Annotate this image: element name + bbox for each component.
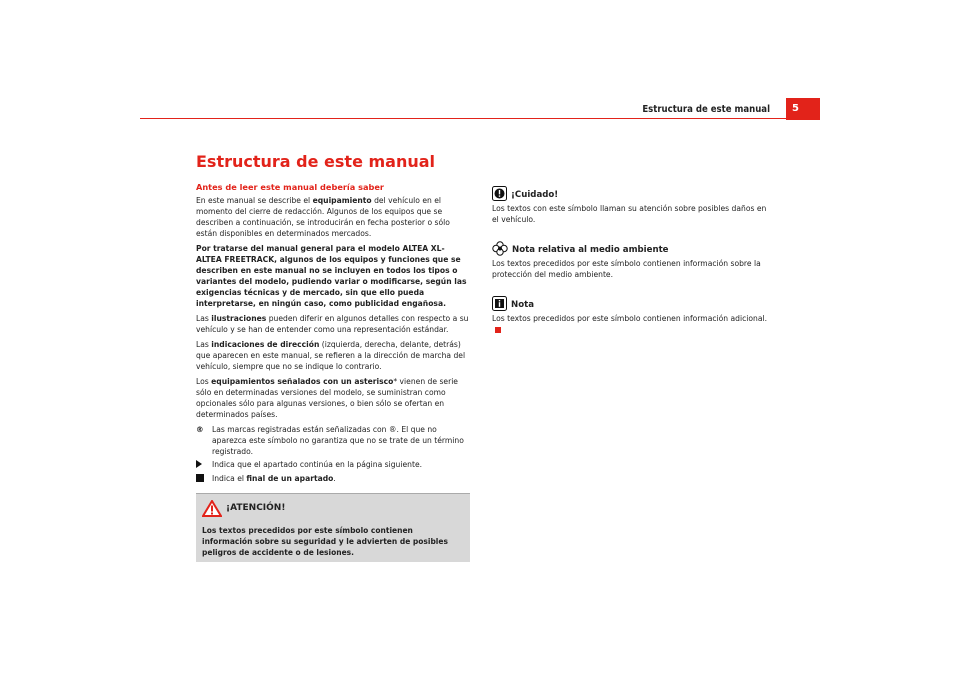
- list-item-continues: [196, 459, 470, 471]
- text: En este manual se describe el: [196, 196, 313, 205]
- list-item-end: [196, 473, 470, 485]
- environment-header: [492, 241, 772, 256]
- warning-title: ¡ATENCIÓN!: [226, 503, 286, 513]
- section-subheading: Antes de leer este manual debería saber: [196, 182, 384, 192]
- paragraph-equipment: [196, 195, 470, 239]
- text: (izquierda, derecha, delante, detrás) que aparecen en este manual, se refieren a la dirección de marcha del vehículo, siempre que no se indique lo contrario.: [196, 340, 466, 371]
- note-body: [492, 313, 772, 335]
- warning-triangle-icon: [202, 500, 222, 517]
- warning-box: [196, 493, 470, 562]
- text: .: [333, 474, 336, 483]
- environment-section: [492, 241, 772, 280]
- text: Las: [196, 340, 212, 349]
- text: Las: [196, 314, 212, 323]
- list-text: Las marcas registradas están señalizadas con ®. El que no aparezca este símbolo no garantiza que no se trate de un término registrado.: [212, 425, 464, 456]
- environment-text: Los textos precedidos por este símbolo contienen información sobre la protección del medio ambiente.: [492, 259, 761, 279]
- note-title: Nota: [511, 300, 535, 310]
- note-icon: [492, 296, 507, 311]
- page-number: 5: [786, 98, 820, 120]
- text: * vienen de serie sólo en determinadas versiones del modelo, se suministran como opcionales sólo para algunas versiones, o bien sólo se ofertan en determinados países.: [196, 377, 458, 419]
- caution-section: [492, 186, 772, 225]
- text: Indica el: [212, 474, 247, 483]
- right-column: [492, 186, 772, 351]
- note-text: Los textos precedidos por este símbolo contienen información adicional.: [492, 314, 768, 323]
- list-text: Indica que el apartado continúa en la página siguiente.: [212, 460, 423, 469]
- caution-text: Los textos con este símbolo llaman su atención sobre posibles daños en el vehículo.: [492, 204, 767, 224]
- text-bold: ilustraciones: [211, 314, 267, 323]
- text-bold: indicaciones de dirección: [211, 340, 320, 349]
- list-item-registered: [196, 424, 470, 457]
- caution-header: [492, 186, 772, 201]
- paragraph-general-manual: Por tratarse del manual general para el modelo ALTEA XL- ALTEA FREETRACK, algunos de los equipos y funciones que se describen en este manual no se incluyen en todos los tipos o variantes del modelo, pudiendo variar o modificarse, según las exigencias técnicas y de mercado, sin que ello pueda interpretarse, en ningún caso, como publicidad engañosa.: [196, 244, 467, 308]
- flower-icon: [492, 241, 508, 256]
- warning-text: Los textos precedidos por este símbolo contienen información sobre su seguridad y le advierten de posibles peligros de accidente o de lesiones.: [202, 526, 448, 557]
- list-text: [212, 473, 336, 485]
- page-title: Estructura de este manual: [196, 152, 436, 171]
- header-title: Estructura de este manual: [642, 104, 770, 115]
- header-rule: [140, 118, 820, 119]
- caution-title: ¡Cuidado!: [511, 190, 559, 200]
- paragraph-directions: [196, 339, 470, 372]
- caution-icon: [492, 186, 507, 201]
- text-bold: equipamiento: [312, 196, 372, 205]
- environment-title: Nota relativa al medio ambiente: [512, 245, 669, 255]
- note-header: [492, 296, 772, 311]
- text-bold: final de un apartado: [246, 474, 334, 483]
- warning-header: [202, 500, 464, 517]
- end-square-icon: [495, 327, 501, 333]
- left-column: [196, 182, 470, 562]
- end-square-icon: [196, 473, 212, 485]
- text-bold: equipamientos señalados con un asterisco: [211, 377, 394, 386]
- registered-icon: ®: [196, 425, 204, 434]
- note-section: [492, 296, 772, 335]
- paragraph-illustrations: [196, 313, 470, 335]
- text: pueden diferir en algunos detalles con respecto a su vehículo y se han de entender como una representación estándar.: [196, 314, 469, 334]
- paragraph-asterisk: [196, 376, 470, 420]
- continue-arrow-icon: [196, 459, 212, 471]
- text: del vehículo en el momento del cierre de redacción. Algunos de los equipos que se describen a continuación, se introducirán en fecha posterior o sólo están disponibles en determinados mercados.: [196, 196, 450, 238]
- text: Los: [196, 377, 212, 386]
